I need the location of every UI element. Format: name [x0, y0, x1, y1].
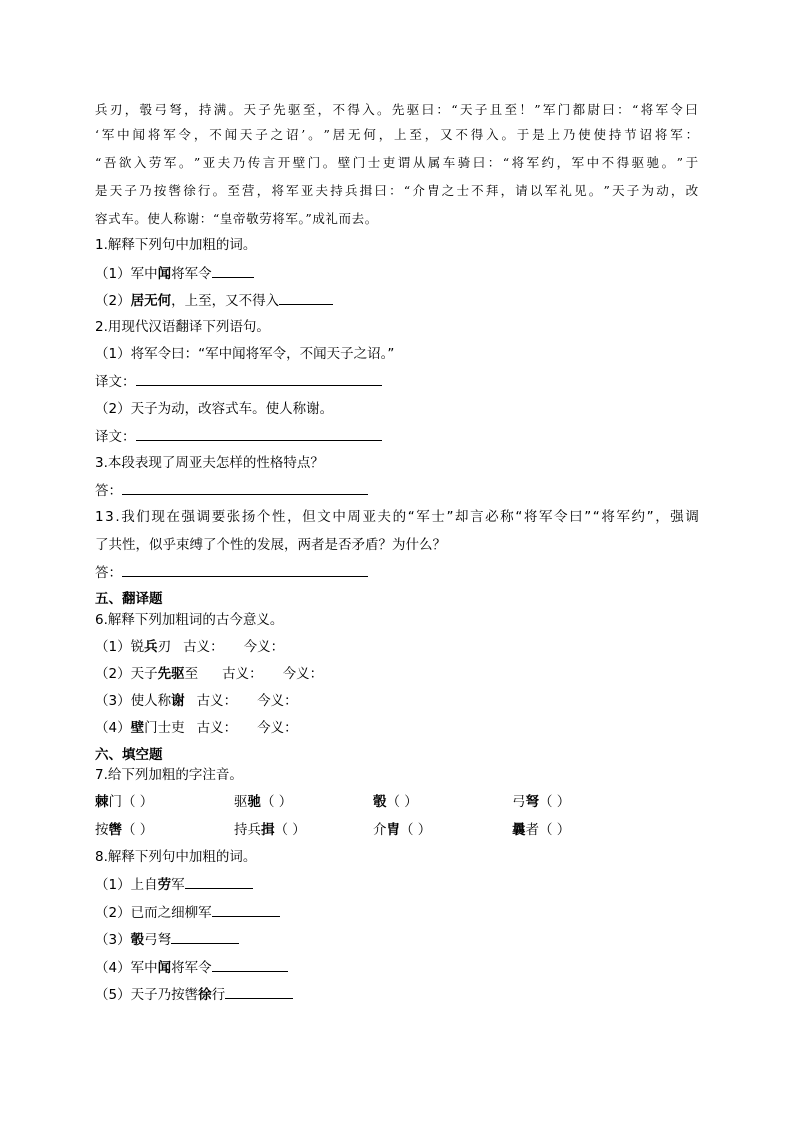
- q1-item-1-prefix: （1）军中: [95, 266, 158, 282]
- q6-item-1-prefix: （1）锐: [95, 639, 145, 655]
- q1-item-1-bold: 闻: [157, 266, 172, 282]
- q7-cell-2-2-rest: （ ）: [274, 822, 306, 838]
- q7-cell-2-3: [373, 821, 431, 839]
- q7-cell-2-1-pre: 按: [95, 822, 109, 838]
- q6-item-4-suffix: 门士吏: [144, 720, 185, 736]
- q1-item-2-bold: 居无何: [130, 293, 172, 309]
- q2-answer-2-label: 译文：: [95, 429, 136, 445]
- q2-answer-1: [95, 372, 382, 391]
- q6-item-3-bold: 谢: [171, 693, 185, 709]
- passage-line-2: ‘ 军 中 闻 将 军 令 ， 不 闻 天 子 之 诏 ’ 。 ” 居 无 何 ， 上 至 ， 又 不 得 入 。 于 是 上 乃 使 使 持 节 诏 将 军 ：: [95, 127, 699, 142]
- q6-item-3: [95, 692, 298, 710]
- q7-cell-1-4: [512, 793, 570, 811]
- q7-cell-2-3-rest: （ ）: [400, 822, 432, 838]
- q8-item-3: [95, 930, 239, 949]
- q8-item-4: [95, 958, 288, 977]
- q6-item-4-bold: 壁: [130, 720, 145, 736]
- q6-item-1: [95, 638, 284, 656]
- q6-item-1-modern-label: 今义：: [243, 639, 285, 655]
- q7-cell-2-4: [512, 821, 570, 839]
- q8-item-4-suffix: 将军令: [171, 960, 212, 976]
- q3-answer: [95, 481, 368, 500]
- q7-cell-1-1-rest: 门（ ）: [108, 794, 154, 810]
- q8-item-1: [95, 875, 253, 894]
- q7-title: 7.给下列加粗的字注音。: [95, 767, 243, 783]
- q7-cell-1-2: [234, 793, 292, 811]
- q7-cell-2-2-pre: 持兵: [234, 822, 261, 838]
- q7-cell-2-4-bold: 曩: [512, 822, 526, 838]
- q7-cell-1-1: [95, 793, 153, 811]
- q8-item-1-suffix: 军: [171, 877, 185, 893]
- q3-answer-label: 答：: [95, 483, 122, 499]
- q6-item-2-bold: 先驱: [157, 666, 185, 682]
- q6-item-3-modern-label: 今义：: [257, 693, 298, 709]
- q8-item-4-prefix: （4）军中: [95, 960, 158, 976]
- q7-cell-1-2-rest: （ ）: [261, 794, 293, 810]
- q7-cell-2-2-bold: 揖: [261, 822, 275, 838]
- q2-answer-blank-2[interactable]: [136, 427, 382, 441]
- passage-line-3: “ 吾 欲 入 劳 军 。 ” 亚 夫 乃 传 言 开 壁 门 。 壁 门 士 吏 谓 从 属 车 骑 曰 ： “ 将 军 约 ， 军 中 不 得 驱 驰 。 ” 于: [95, 155, 699, 170]
- q8-answer-blank-5[interactable]: [225, 985, 293, 999]
- q1-item-1-suffix: 将军令: [171, 266, 212, 282]
- q2-item-1: （1）将军令曰：“军中闻将军令，不闻天子之诏。”: [95, 346, 395, 362]
- q8-item-5-bold: 徐: [198, 987, 212, 1003]
- section-6-heading: 六、填空题: [95, 747, 163, 763]
- q8-item-5-suffix: 行: [211, 987, 226, 1003]
- q7-cell-2-1-rest: （ ）: [122, 822, 154, 838]
- q8-item-4-bold: 闻: [157, 960, 172, 976]
- q7-cell-2-3-bold: 胄: [386, 822, 400, 838]
- q1-item-2-suffix: ，上至，又不得入: [171, 293, 280, 309]
- q7-cell-2-2: [234, 821, 306, 839]
- q7-cell-1-4-bold: 弩: [525, 794, 539, 810]
- q7-cell-2-3-pre: 介: [373, 822, 387, 838]
- q7-cell-1-2-pre: 驱: [234, 794, 248, 810]
- q8-item-3-suffix: 弓弩: [144, 932, 172, 948]
- q1-item-1: [95, 264, 254, 283]
- passage-line-1: 兵 刃 ， 彀 弓 弩 ， 持 满 。 天 子 先 驱 至 ， 不 得 入 。 先 驱 曰 ： “ 天 子 且 至 ！ ” 军 门 都 尉 曰 ： “ 将 军 令 曰: [95, 102, 699, 117]
- q6-item-4-modern-label: 今义：: [257, 720, 298, 736]
- q6-item-1-bold: 兵: [144, 639, 158, 655]
- q7-cell-1-4-rest: （ ）: [539, 794, 571, 810]
- q6-item-4-prefix: （4）: [95, 720, 131, 736]
- q8-item-3-prefix: （3）: [95, 932, 131, 948]
- q6-item-1-ancient-label: 古义：: [183, 639, 224, 655]
- q13-answer: [95, 563, 368, 582]
- q7-cell-1-3-rest: （ ）: [386, 794, 418, 810]
- q6-title: 6.解释下列加粗词的古今意义。: [95, 612, 284, 628]
- q2-answer-1-label: 译文：: [95, 374, 136, 390]
- q1-answer-blank-1[interactable]: [212, 264, 254, 278]
- passage-line-4: 是 天 子 乃 按 辔 徐 行 。 至 营 ， 将 军 亚 夫 持 兵 揖 曰 ： “ 介 胄 之 士 不 拜 ， 请 以 军 礼 见 。 ” 天 子 为 动 ， 改: [95, 183, 699, 198]
- q7-cell-1-3-bold: 彀: [373, 794, 387, 810]
- q6-item-2-modern-label: 今义：: [282, 666, 324, 682]
- q6-item-2-ancient-label: 古义：: [222, 666, 263, 682]
- q7-cell-2-4-rest: 者（ ）: [525, 822, 571, 838]
- q2-item-2: （2）天子为动，改容式车。使人称谢。: [95, 401, 334, 417]
- q13-answer-blank[interactable]: [122, 563, 368, 577]
- q6-item-4-ancient-label: 古义：: [196, 720, 238, 736]
- q8-item-2-prefix: （2）已而之细柳军: [95, 905, 212, 921]
- q7-cell-2-1: [95, 821, 153, 839]
- q2-answer-blank-1[interactable]: [136, 372, 382, 386]
- q2-title: 2.用现代汉语翻译下列语句。: [95, 319, 270, 335]
- q13-line-2: 了共性，似乎束缚了个性的发展，两者是否矛盾？为什么？: [95, 537, 446, 553]
- q6-item-2-prefix: （2）天子: [95, 666, 158, 682]
- q2-answer-2: [95, 427, 382, 446]
- q8-answer-blank-2[interactable]: [212, 903, 280, 917]
- q8-answer-blank-3[interactable]: [171, 930, 239, 944]
- q8-answer-blank-4[interactable]: [212, 958, 288, 972]
- q1-title: 1.解释下列句中加粗的词。: [95, 237, 257, 253]
- q7-cell-1-3: [373, 793, 418, 811]
- q8-item-3-bold: 彀: [130, 932, 145, 948]
- q8-item-1-bold: 劳: [157, 877, 172, 893]
- q8-answer-blank-1[interactable]: [185, 875, 253, 889]
- q7-cell-1-4-pre: 弓: [512, 794, 526, 810]
- q8-item-5-prefix: （5）天子乃按辔: [95, 987, 199, 1003]
- q6-item-3-ancient-label: 古义：: [196, 693, 238, 709]
- q8-item-5: [95, 985, 293, 1004]
- q6-item-1-suffix: 刃: [157, 639, 172, 655]
- q8-item-1-prefix: （1）上自: [95, 877, 158, 893]
- q7-cell-1-1-bold: 棘: [95, 794, 109, 810]
- q1-answer-blank-2[interactable]: [279, 291, 333, 305]
- passage-line-5: 容式车。使人称谢：“皇帝敬劳将军。”成礼而去。: [95, 211, 378, 226]
- q3-answer-blank[interactable]: [122, 481, 368, 495]
- q7-row-1: [95, 793, 699, 811]
- q8-title: 8.解释下列句中加粗的词。: [95, 849, 257, 865]
- q7-row-2: [95, 821, 699, 839]
- q8-item-2: [95, 903, 280, 922]
- q1-item-2: [95, 291, 333, 310]
- q6-item-3-prefix: （3）使人称: [95, 693, 172, 709]
- q7-cell-1-2-bold: 驰: [247, 794, 261, 810]
- q13-answer-label: 答：: [95, 565, 122, 581]
- section-5-heading: 五、翻译题: [95, 591, 163, 607]
- q6-item-4: [95, 719, 298, 737]
- q6-item-2: [95, 665, 323, 683]
- q6-item-2-suffix: 至: [184, 666, 199, 682]
- q3-title: 3.本段表现了周亚夫怎样的性格特点？: [95, 455, 324, 471]
- q1-item-2-prefix: （2）: [95, 293, 131, 309]
- q7-cell-2-1-bold: 辔: [108, 822, 122, 838]
- q13-line-1: 1 3 . 我 们 现 在 强 调 要 张 扬 个 性 ， 但 文 中 周 亚 夫 的 “ 军 士 ” 却 言 必 称 “ 将 军 令 曰 ” “ 将 军 约 ” ， 强 调: [95, 509, 699, 525]
